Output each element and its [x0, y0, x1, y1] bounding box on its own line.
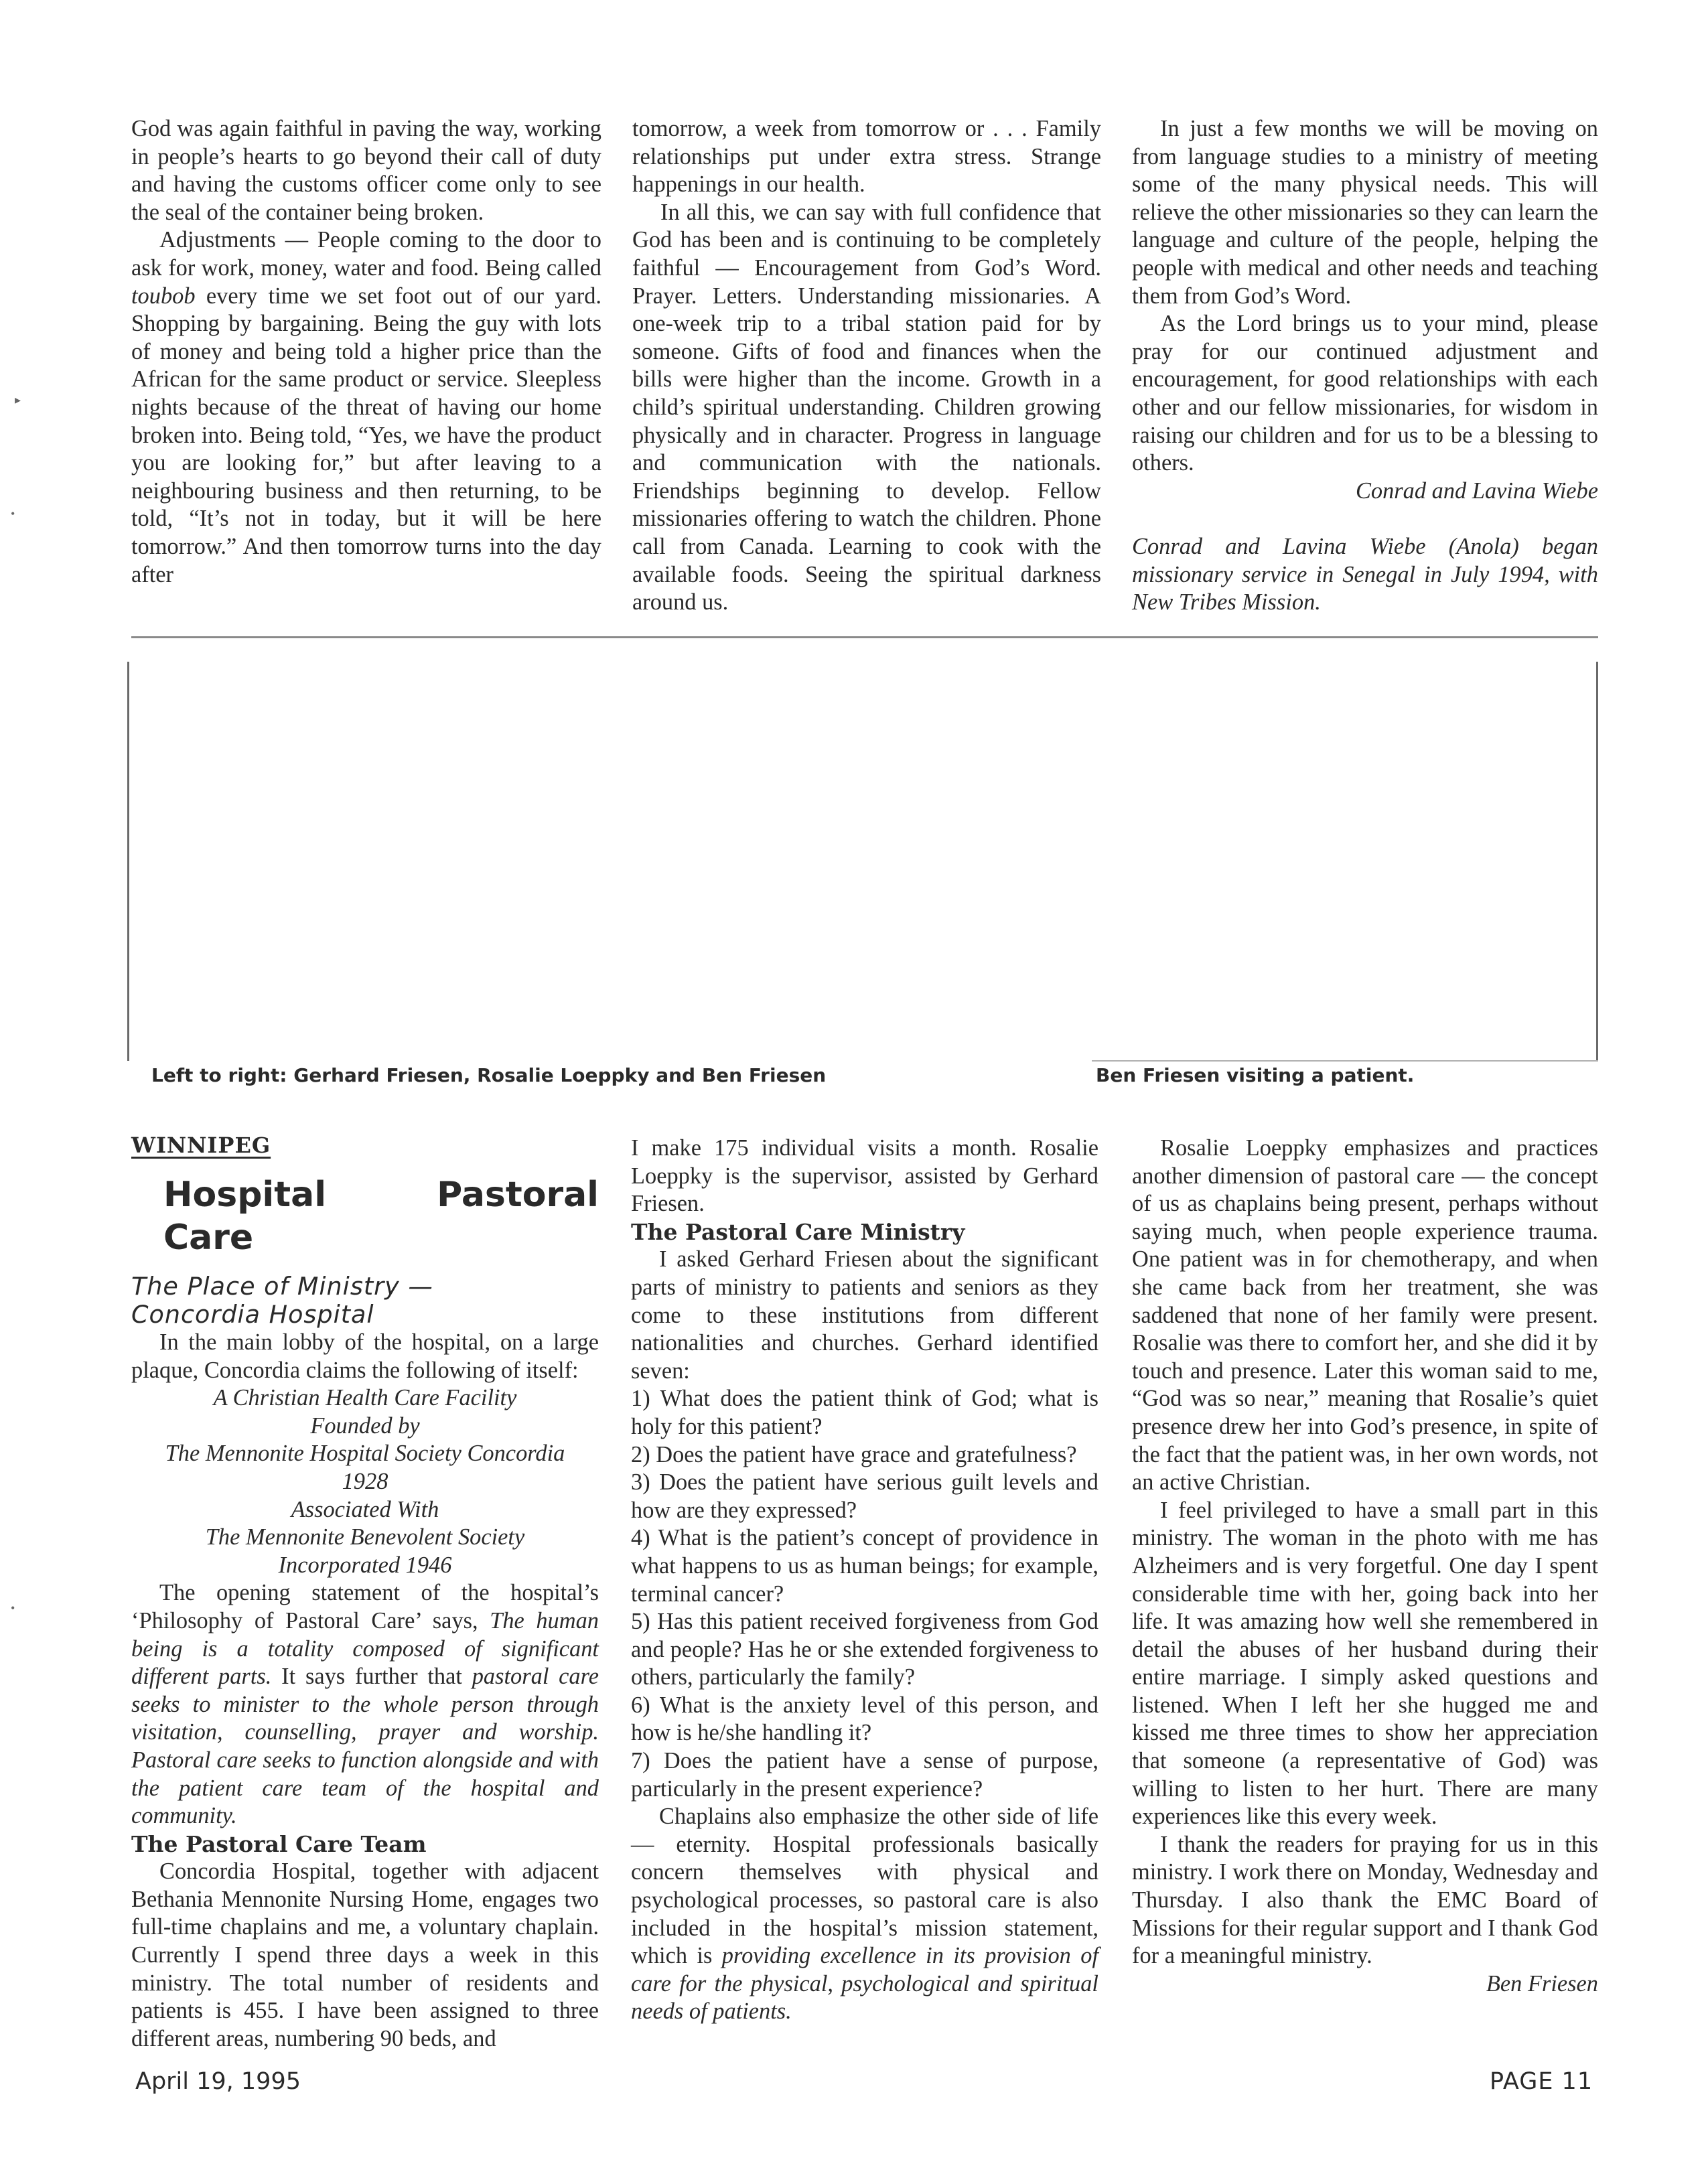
heading-pastoral-care-ministry: The Pastoral Care Ministry [631, 1218, 965, 1245]
paragraph: tomorrow, a week from tomorrow or . . . Family relationships put under extra stress. Strange happenings in our health. [632, 116, 1101, 198]
question-item: 1) What does the patient think of God; what is holy for this patient? [631, 1386, 1098, 1439]
page-number: PAGE 11 [1490, 2068, 1593, 2095]
photo-rule [1092, 1060, 1598, 1062]
question-item: 2) Does the patient have grace and gratefulness? [631, 1441, 1077, 1467]
issue-date: April 19, 1995 [135, 2068, 301, 2095]
plaque-line: Associated With [291, 1496, 439, 1522]
subheading-line-2: Concordia Hospital [131, 1300, 374, 1329]
paragraph: I make 175 individual visits a month. Rosalie Loeppky is the supervisor, assisted by Gerhard Friesen. [631, 1135, 1098, 1217]
paragraph-chaplains [631, 1803, 1098, 2026]
text-run: The opening statement of the hospital’s ‘Philosophy of Pastoral Care’ says, [131, 1580, 599, 1633]
article-column-2 [631, 1135, 1098, 2026]
paragraph: In just a few months we will be moving on from language studies to a ministry of meeting some of the many physical needs. This will relieve the other missionaries so they can learn the language and culture of the people, helping the people with medical and other needs and teaching them from God’s Word. [1132, 116, 1598, 309]
heading-pastoral-care-team: The Pastoral Care Team [131, 1830, 427, 1857]
italic-quote: The human being is a totality composed of significant different parts. [131, 1607, 599, 1690]
paragraph: As the Lord brings us to your mind, please pray for our continued adjustment and encouragement, for good relationships with each other and our fellow missionaries, for wisdom in raising our children and for us to be a blessing to others. [1132, 311, 1598, 476]
paragraph: Concordia Hospital, together with adjacent Bethania Mennonite Nursing Home, engages two full-time chaplains and me, a voluntary chaplain. Currently I spend three days a week in this ministry. The total number of residents and patients is 455. I have been assigned to three different areas, numbering 90 beds, and [131, 1859, 599, 2051]
section-divider [131, 636, 1598, 638]
author-bio: Conrad and Lavina Wiebe (Anola) began missionary service in Senegal in July 1994, with New Tribes Mission. [1132, 533, 1598, 615]
paragraph: I feel privileged to have a small part in this ministry. The woman in the photo with me has Alzheimers and is very forgetful. One day I spent considerable time with her, going back into her life. It was amazing how well she remembered in detail the abuses of her husband during their entire marriage. I simply asked questions and listened. When I left her she hugged me and kissed me three times to show her appreciation that someone (a representative of God) was willing to listen to her hurt. There are many experiences like this every week. [1132, 1497, 1598, 1830]
plaque-line: Incorporated 1946 [278, 1552, 452, 1578]
paragraph: In all this, we can say with full confidence that God has been and is continuing to be completely faithful — Encouragement from God’s Word. Prayer. Letters. Understanding missionaries. A one-week trip to a tribal station paid for by someone. Gifts of food and finances when the bills were higher than the income. Growth in a child’s spiritual understanding. Children growing physically and in character. Progress in language and communication with the nationals. Friendships beginning to develop. Fellow missionaries offering to watch the children. Phone call from Canada. Learning to cook with the available foods. Seeing the spiritual darkness around us. [632, 199, 1101, 615]
question-item: 3) Does the patient have serious guilt levels and how are they expressed? [631, 1469, 1098, 1523]
top-article-column-3 [1132, 115, 1598, 617]
headline: Hospital Pastoral Care [163, 1175, 599, 1258]
paragraph: God was again faithful in paving the way, working in people’s hearts to go beyond their call of duty and having the customs officer come only to see the seal of the container being broken. [131, 116, 601, 225]
top-article-column-1 [131, 115, 601, 589]
article-column-1 [131, 1132, 599, 2053]
text-run: Chaplains also emphasize the other side of life — eternity. Hospital professionals basically concern themselves with physical and psychological processes, so pastoral care is also included in the hospital’s mission statement, which is [631, 1804, 1098, 1969]
article-column-3 [1132, 1135, 1598, 1998]
photo-caption-right: Ben Friesen visiting a patient. [1096, 1064, 1415, 1086]
italic-term: toubob [131, 283, 196, 309]
italic-quote: pastoral care seeks to minister to the whole person through visitation, counselling, prayer and worship. Pastoral care seeks to function alongside and with the patient care team of the hospital and community. [131, 1664, 599, 1829]
subheading-line-1: The Place of Ministry — [131, 1272, 433, 1301]
top-article-column-2 [632, 115, 1101, 617]
margin-dot-mark: • [11, 1601, 15, 1615]
question-item: 6) What is the anxiety level of this person, and how is he/she handling it? [631, 1692, 1098, 1746]
signature: Conrad and Lavina Wiebe [1355, 478, 1598, 504]
margin-arrow-mark: ▸ [15, 393, 21, 407]
text-run: It says further that [271, 1664, 472, 1690]
author-signature: Ben Friesen [1486, 1970, 1598, 1996]
plaque-line: A Christian Health Care Facility [213, 1385, 517, 1411]
italic-quote: providing excellence in its provision of care for the physical, psychological and spiritual needs of patients. [631, 1943, 1098, 2025]
paragraph-adjustments [131, 226, 601, 589]
section-label: WINNIPEG [131, 1133, 271, 1158]
paragraph: I thank the readers for praying for us in this ministry. I work there on Monday, Wednesday and Thursday. I also thank the EMC Board of Missions for their regular support and I thank God for a meaningful ministry. [1132, 1831, 1598, 1969]
margin-dot-mark: • [11, 507, 15, 520]
photo-caption-left: Left to right: Gerhard Friesen, Rosalie Loeppky and Ben Friesen [151, 1064, 827, 1086]
plaque-line: Founded by [310, 1412, 420, 1439]
paragraph: In the main lobby of the hospital, on a large plaque, Concordia claims the following of itself: [131, 1329, 599, 1383]
plaque-line: The Mennonite Hospital Society Concordia [165, 1441, 565, 1467]
text-run: every time we set foot out of our yard. Shopping by bargaining. Being the guy with lots of money and being told a higher price than the African for the same product or service. Sleepless nights because of the threat of having our home broken into. Being told, “Yes, we have the product you are looking for,” but after leaving to a neighbouring business and then returning, to be told, “It’s not in today, but it will be here tomorrow.” And then tomorrow turns into the day after [131, 283, 601, 587]
question-item: 4) What is the patient’s concept of providence in what happens to us as human beings; for example, terminal cancer? [631, 1525, 1098, 1607]
paragraph: Rosalie Loeppky emphasizes and practices another dimension of pastoral care — the concept of us as chaplains being present, perhaps without saying much, when people experience trauma. One patient was in for chemotherapy, and when she came back from her treatment, she was saddened that none of her family were present. Rosalie was there to comfort her, and she did it by touch and presence. Later this woman said to me, “God was so near,” meaning that Rosalie’s quiet presence drew her into God’s presence, in spite of the fact that the patient was, in her own words, not an active Christian. [1132, 1135, 1598, 1496]
text-run: Adjustments — People coming to the door to ask for work, money, water and food. Being called [131, 227, 601, 281]
paragraph-philosophy [131, 1579, 599, 1830]
question-item: 5) Has this patient received forgiveness from God and people? Has he or she extended forgiveness to others, particularly the family? [631, 1609, 1098, 1690]
photo-area [127, 662, 1598, 1061]
plaque-line: The Mennonite Benevolent Society [205, 1524, 525, 1550]
question-item: 7) Does the patient have a sense of purpose, particularly in the present experience? [631, 1748, 1098, 1802]
plaque-line: 1928 [342, 1468, 388, 1494]
paragraph: I asked Gerhard Friesen about the significant parts of ministry to patients and seniors as they come to these institutions from different nationalities and churches. Gerhard identified seven: [631, 1246, 1098, 1384]
